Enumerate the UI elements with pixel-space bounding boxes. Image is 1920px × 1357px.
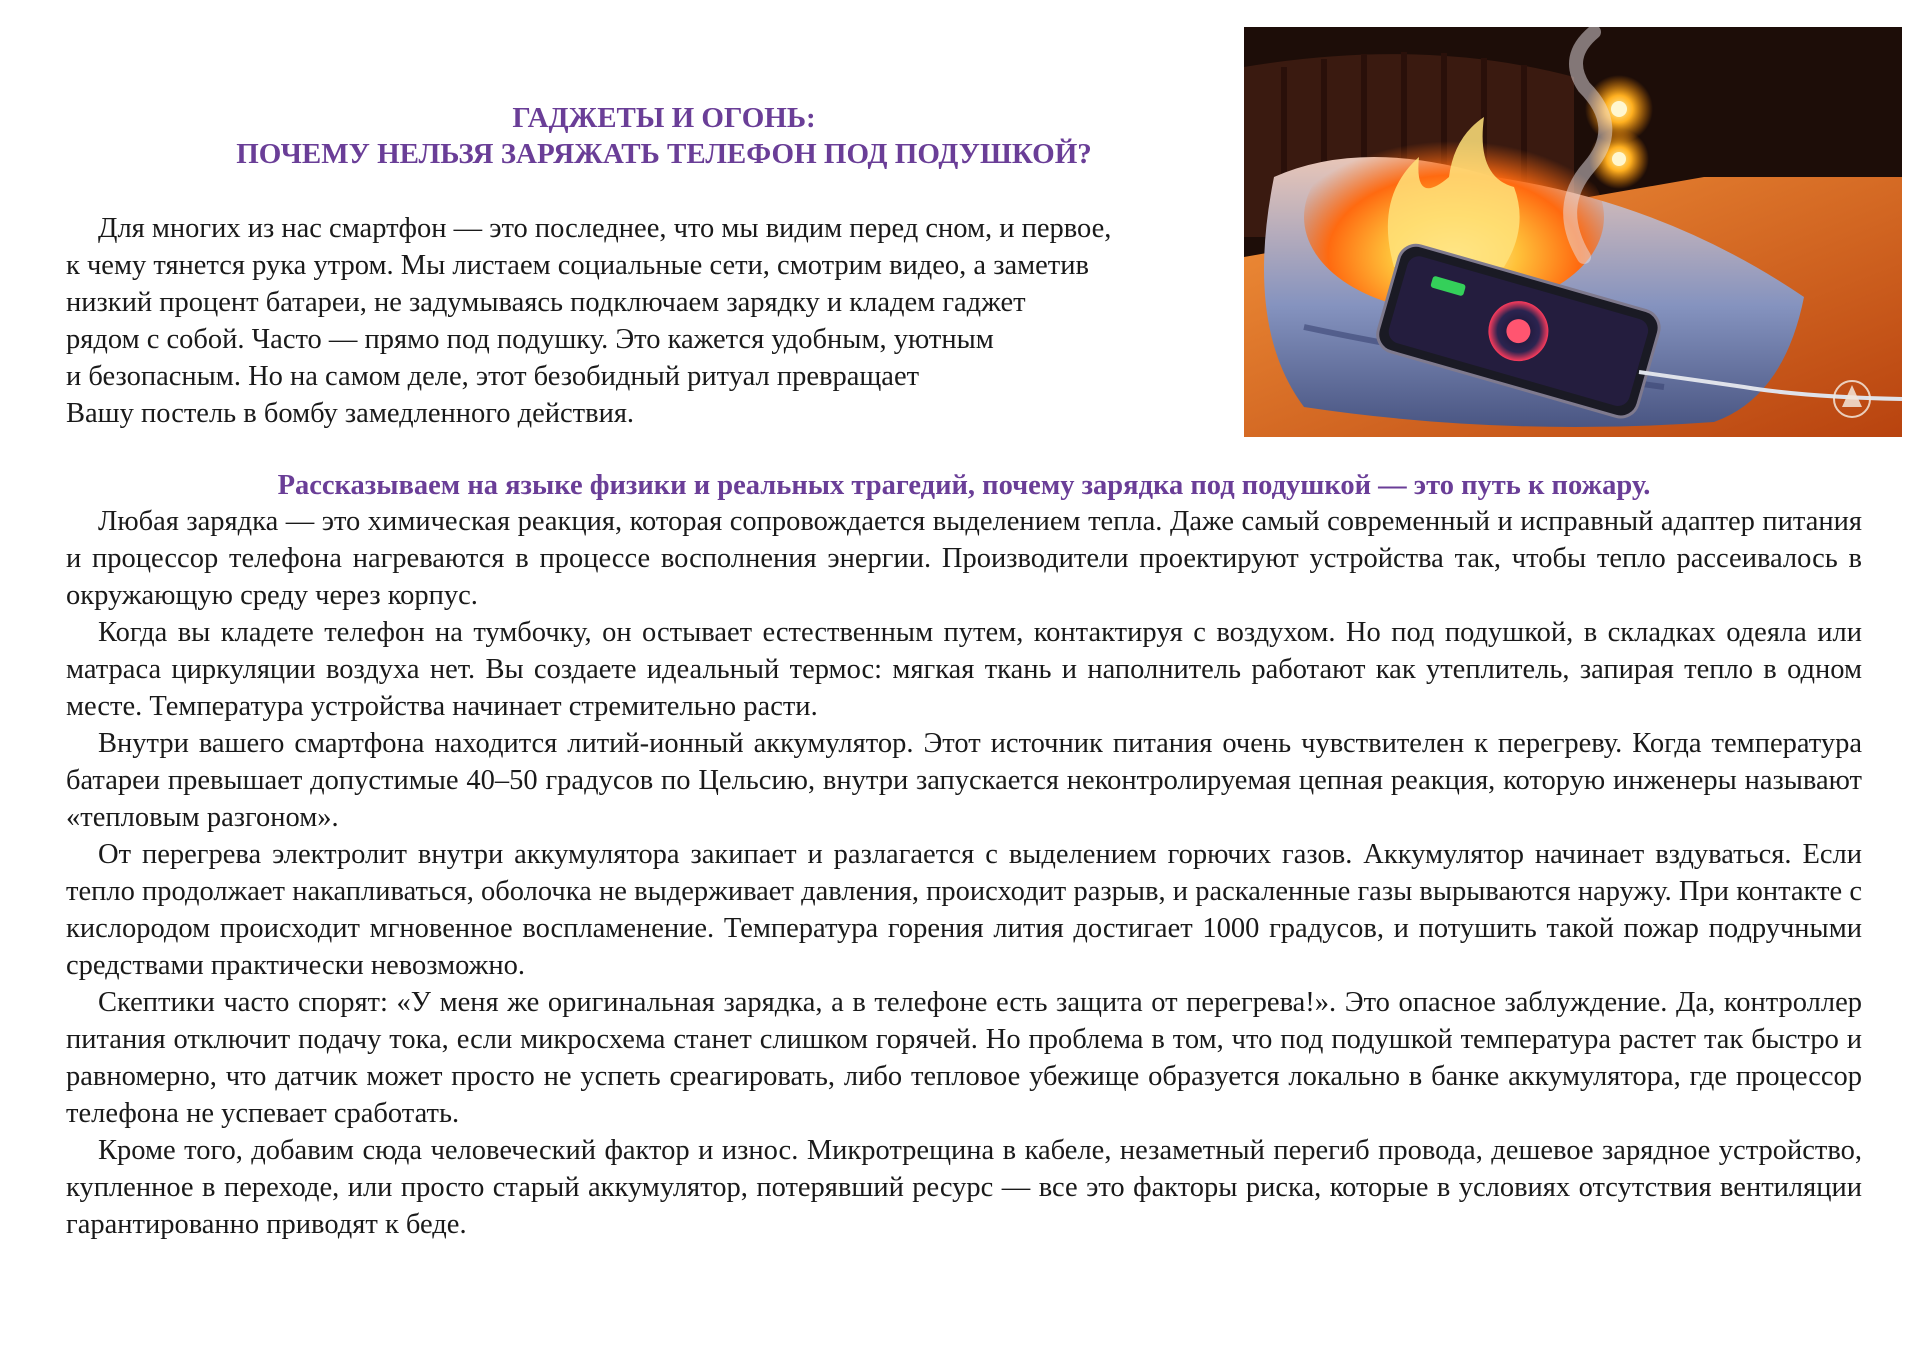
article-body: [66, 503, 1862, 1243]
paragraph: Кроме того, добавим сюда человеческий фактор и износ. Микротрещина в кабеле, незаметный перегиб провода, дешевое зарядное устройство, купленное в переходе, или просто старый аккумулятор, потерявший ресурс — все это факторы риска, которые в условиях отсутствия вентиляции гарантированно приводят к беде.: [66, 1135, 1862, 1240]
phone-fire-illustration: [1244, 27, 1902, 437]
intro-line: рядом с собой. Часто — прямо под подушку. Это кажется удобным, уютным: [66, 324, 994, 355]
intro-line: к чему тянется рука утром. Мы листаем социальные сети, смотрим видео, а заметив: [66, 250, 1089, 281]
hero-illustration: [1244, 27, 1902, 437]
paragraph: Любая зарядка — это химическая реакция, которая сопровождается выделением тепла. Даже самый современный и исправный адаптер питания и процессор телефона нагреваются в процессе восполнения энергии. Производители проектируют устройства так, чтобы тепло рассеивалось в окружающую среду через корпус.: [66, 506, 1862, 611]
paragraph: Скептики часто спорят: «У меня же оригинальная зарядка, а в телефоне есть защита от перегрева!». Это опасное заблуждение. Да, контроллер питания отключит подачу тока, если микросхема станет слишком горячей. Но проблема в том, что под подушкой температура растет так быстро и равномерно, что датчик может просто не успеть среагировать, либо тепловое убежище образуется локально в банке аккумулятора, где процессор телефона не успевает сработать.: [66, 987, 1862, 1129]
intro-text: [66, 210, 1246, 432]
paragraph: Когда вы кладете телефон на тумбочку, он остывает естественным путем, контактируя с воздухом. Но под подушкой, в складках одеяла или матраса циркуляции воздуха нет. Вы создаете идеальный термос: мягкая ткань и наполнитель работают как утеплитель, запирая тепло в одном месте. Температура устройства начинает стремительно расти.: [66, 617, 1862, 722]
title-line-1: ГАДЖЕТЫ И ОГОНЬ:: [512, 102, 816, 134]
title-line-2: ПОЧЕМУ НЕЛЬЗЯ ЗАРЯЖАТЬ ТЕЛЕФОН ПОД ПОДУШКОЙ?: [236, 138, 1092, 170]
intro-line: Для многих из нас смартфон — это последнее, что мы видим перед сном, и первое,: [98, 213, 1112, 244]
paragraph: Внутри вашего смартфона находится литий-ионный аккумулятор. Этот источник питания очень чувствителен к перегреву. Когда температура батареи превышает допустимые 40–50 градусов по Цельсию, внутри запускается неконтролируемая цепная реакция, которую инженеры называют «тепловым разгоном».: [66, 728, 1862, 833]
intro-line: и безопасным. Но на самом деле, этот безобидный ритуал превращает: [66, 361, 920, 392]
paragraph: От перегрева электролит внутри аккумулятора закипает и разлагается с выделением горючих газов. Аккумулятор начинает вздуваться. Если тепло продолжает накапливаться, оболочка не выдерживает давления, происходит разрыв, и раскаленные газы вырываются наружу. При контакте с кислородом происходит мгновенное воспламенение. Температура горения лития достигает 1000 градусов, и потушить такой пожар подручными средствами практически невозможно.: [66, 839, 1862, 981]
intro-line: Вашу постель в бомбу замедленного действия.: [66, 398, 635, 429]
intro-line: низкий процент батареи, не задумываясь подключаем зарядку и кладем гаджет: [66, 287, 1026, 318]
page-title: [66, 100, 1262, 172]
section-subheading: Рассказываем на языке физики и реальных трагедий, почему зарядка под подушкой — это путь к пожару.: [277, 470, 1651, 501]
